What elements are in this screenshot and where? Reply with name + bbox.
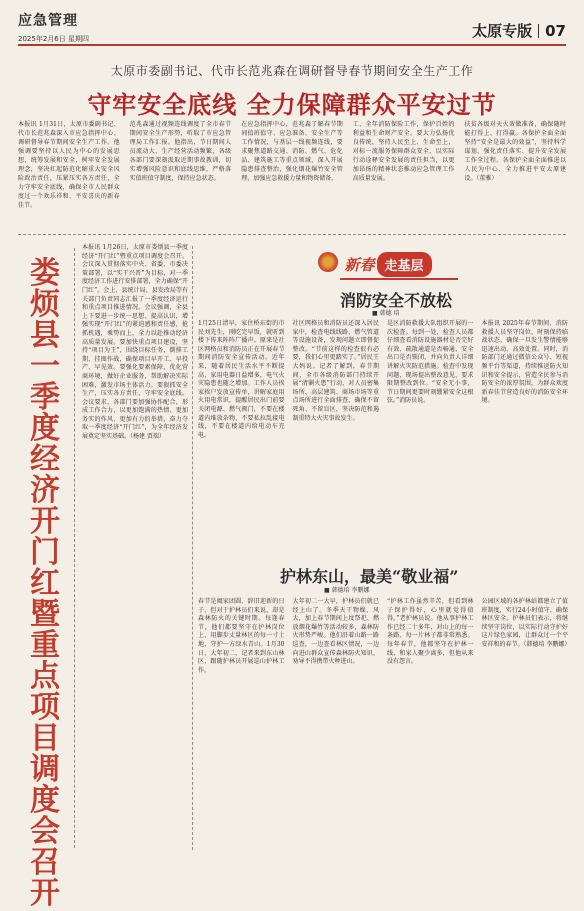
fire-article-body	[198, 320, 568, 552]
masthead-left	[18, 10, 89, 44]
column-divider	[192, 246, 193, 850]
guard-article-byline: ■ 韩德培 李鹏娜	[324, 587, 370, 594]
guard-article-title: 护林东山，最美“敬业福”	[280, 567, 459, 586]
article-column: 1月25日清早，家住桥东街的市民刘先生，刚吃完早饭，就听到楼下传来阵阵广播声。原来是社区网格员和消防员正在开展春节期间消防安全宣传活动。近年来，随着居民生活水平不断提高，家用电器日益增多，电气火灾隐患也随之增加。工作人员挨家挨户发放宣传单，讲解家庭用火用电常识，提醒居民出门前要关闭电源、燃气阀门，不要在楼道内堆放杂物，不要私拉乱接电线，不要在楼道内给电动车充电。	[198, 320, 285, 439]
lead-column: 工、全年消防保险工作，保护百姓的利益和生命财产安全。要大力弘扬优良传统，坚持人民至上、生命至上，对标一流服务保障群众安全，以实际行动诠释安全发展的责任担当，以更加昂扬的精神状态推动应急管理工作高质量发展。	[352, 121, 455, 182]
banner-swoosh	[340, 278, 458, 280]
section-divider	[18, 234, 566, 235]
article-column: 社区网格员和消防员还深入居民家中，检查电线线路、燃气管道等设施设备，发现问题立即督促整改。“节前这样的检查很有必要，我们心里更踏实了。”居民王大妈说。记者了解到，春节期间，全市各级消防部门持续开展“清剿火患”行动，对人员密集场所、高层建筑、商场市场等重点场所进行全面排查，确保不留死角、不留盲区，坚决防范和遏制重特大火灾事故发生。	[292, 320, 379, 422]
flower-icon	[318, 252, 338, 272]
lead-kicker: 太原市委副书记、代市长范兆森在调研督导春节期间安全生产工作	[110, 64, 474, 78]
masthead-rule	[18, 44, 566, 46]
side-divider	[74, 248, 75, 848]
article-column: 本报讯 2025年春节期间，消防救援人员坚守岗位，时刻保持临战状态，确保一旦发生警情能够迅速出动、高效处置。同时，消防部门还通过微信公众号、短视频平台等渠道，持续推送防火知识和安全提示，营造全民参与消防安全的浓厚氛围，为群众欢度新春佳节营造良好的消防安全环境。	[481, 320, 568, 405]
banner-text-b: 走基层	[377, 252, 432, 277]
masthead-right	[472, 20, 566, 41]
feature-banner	[318, 248, 458, 280]
article-column: 春节是阖家团圆、辞旧迎新的日子，但对于护林员们来说，却是森林防火的关键时期。每逢春节，他们都要坚守在护林岗位上，用脚步丈量林区的每一寸土地，守护一方绿水青山。1月30日，大年初二，记者来到东山林区，跟随护林员开展巡山护林工作。	[198, 598, 285, 674]
side-story-body: 本报讯 1月26日，太原市娄烦县一季度经济“开门红”暨重点项目调度会召开。会议深入贯彻落实中央、省委、市委决策部署，以“实干兴晋”为目标，对一季度经济工作进行安排部署，全力确保“开门红”。会上，县统计局、县发改局等有关部门负责同志汇报了一季度经济运行和重点项目推进情况。会议强调，全县上下要进一步统一思想、提高认识，增强实现“开门红”的紧迫感和责任感，抢抓机遇，乘势而上，全力以赴推动经济高质量发展。要加快重点项目建设，坚持“项目为王”，围绕目标任务，倒排工期、挂图作战，确保项目早开工、早投产、早见效。要强化要素保障，优化营商环境，做好企业服务，帮助解决实际困难，激发市场主体活力。要狠抓安全生产，压实各方责任，守牢安全底线。会议要求，各部门要加强协作配合，形成工作合力，以更加饱满的热情、更加务实的作风、更加有力的举措，奋力夺取一季度经济“开门红”，为全年经济发展奠定坚实基础。（杨建 贾瑞）	[82, 244, 188, 441]
section-name: 应急管理	[18, 13, 78, 29]
article-column: 是区消防救援大队组织开展的一次检查。每到一处，检查人员都仔细查看消防设施器材是否完好有效、疏散通道是否畅通、安全出口是否锁闭，并向负责人详细讲解火灾防范措施。检查中发现问题，现场提出整改意见，要求限期整改到位。“安全无小事，节日期间更要时刻绷紧安全这根弦。”消防员说。	[387, 320, 474, 405]
side-story-title: 娄烦县 一季度经济开门红暨重点项目调度会召开	[30, 256, 60, 911]
article-column: 公园区域的各护林站都建立了值班制度，实行24小时值守，确保林区安全。护林员们表示，将继续坚守岗位，以实际行动守护好这片绿色家园，让群众过一个平安祥和的春节。（韩德培 李鹏娜）	[481, 598, 571, 648]
divider	[538, 24, 539, 38]
article-column: 大年初二一大早，护林员们就已经上山了。冬季天干物燥，风大，加上春节期间上坟祭祀、燃放烟花爆竹等活动较多，森林防火形势严峻。他们沿着山路一路巡查，一边查看林区情况，一边向进山群众宣传森林防火知识，劝导不得携带火种进山。	[292, 598, 379, 666]
lead-column: 在应急指挥中心，范兆森了解春节期间值班值守、应急准备、安全生产等工作情况，与基层一线视频连线，要求聚焦道路交通、消防、燃气、危化品、建筑施工等重点领域，深入开展隐患排查整治，强化烟花爆竹安全管理，加强应急救援力量和物资储备。	[241, 121, 343, 182]
lead-column: 范兆森通过视频连线调度了全市春节期间安全生产形势，听取了市应急管理局工作汇报。他指出，节日期间人员流动大、生产经营活动频繁，各级各部门要深刻汲取近期事故教训，切实增强风险意识和底线思维，严格落实值班值守制度，保持应急状态。	[129, 121, 232, 182]
lead-headline: 守牢安全底线 全力保障群众平安过节	[87, 90, 497, 119]
lead-column: 本报讯 1月31日，太原市委副书记、代市长范兆森深入市应急指挥中心、调研督导春节期间安全生产工作。他强调要坚持以人民为中心的发展思想，统筹发展和安全，树牢安全发展理念，坚决扛起防范化解重大安全风险政治责任，压紧压实各方责任，全力守牢安全底线，确保全市人民群众度过一个欢乐祥和、平安喜庆的新春佳节。	[18, 121, 120, 209]
edition-name: 太原专版	[472, 22, 533, 40]
fire-article-byline: ■ 韩德 培	[372, 310, 400, 317]
page-number: 07	[545, 22, 566, 40]
guard-article-body	[198, 598, 571, 850]
lead-body	[18, 120, 566, 232]
article-column: “护林工作虽然辛苦，但看到林子保护得好，心里就觉得值得。”老护林员说。他从事护林工作已经二十多年，对山上的每一条路、每一片林子都非常熟悉。每年春节，他都坚守在护林一线，和家人聚少离多，但他从来没有怨言。	[387, 598, 474, 666]
lead-column: 扶贫各级对天火效做准备，确保随时能打得上、打得赢。各保护全面全面坚持“安全是最大的效益”，坚持科学谋划、强化责任落实、提升安全发展工作全过程。各保护全面全面推进以人民为中心、全力推进平安太原建设。（董雅）	[464, 121, 566, 182]
banner-text-a: 新春	[344, 255, 375, 274]
issue-date: 2025年2月6日 星期四	[18, 35, 89, 43]
fire-article-title: 消防安全不放松	[340, 291, 453, 310]
